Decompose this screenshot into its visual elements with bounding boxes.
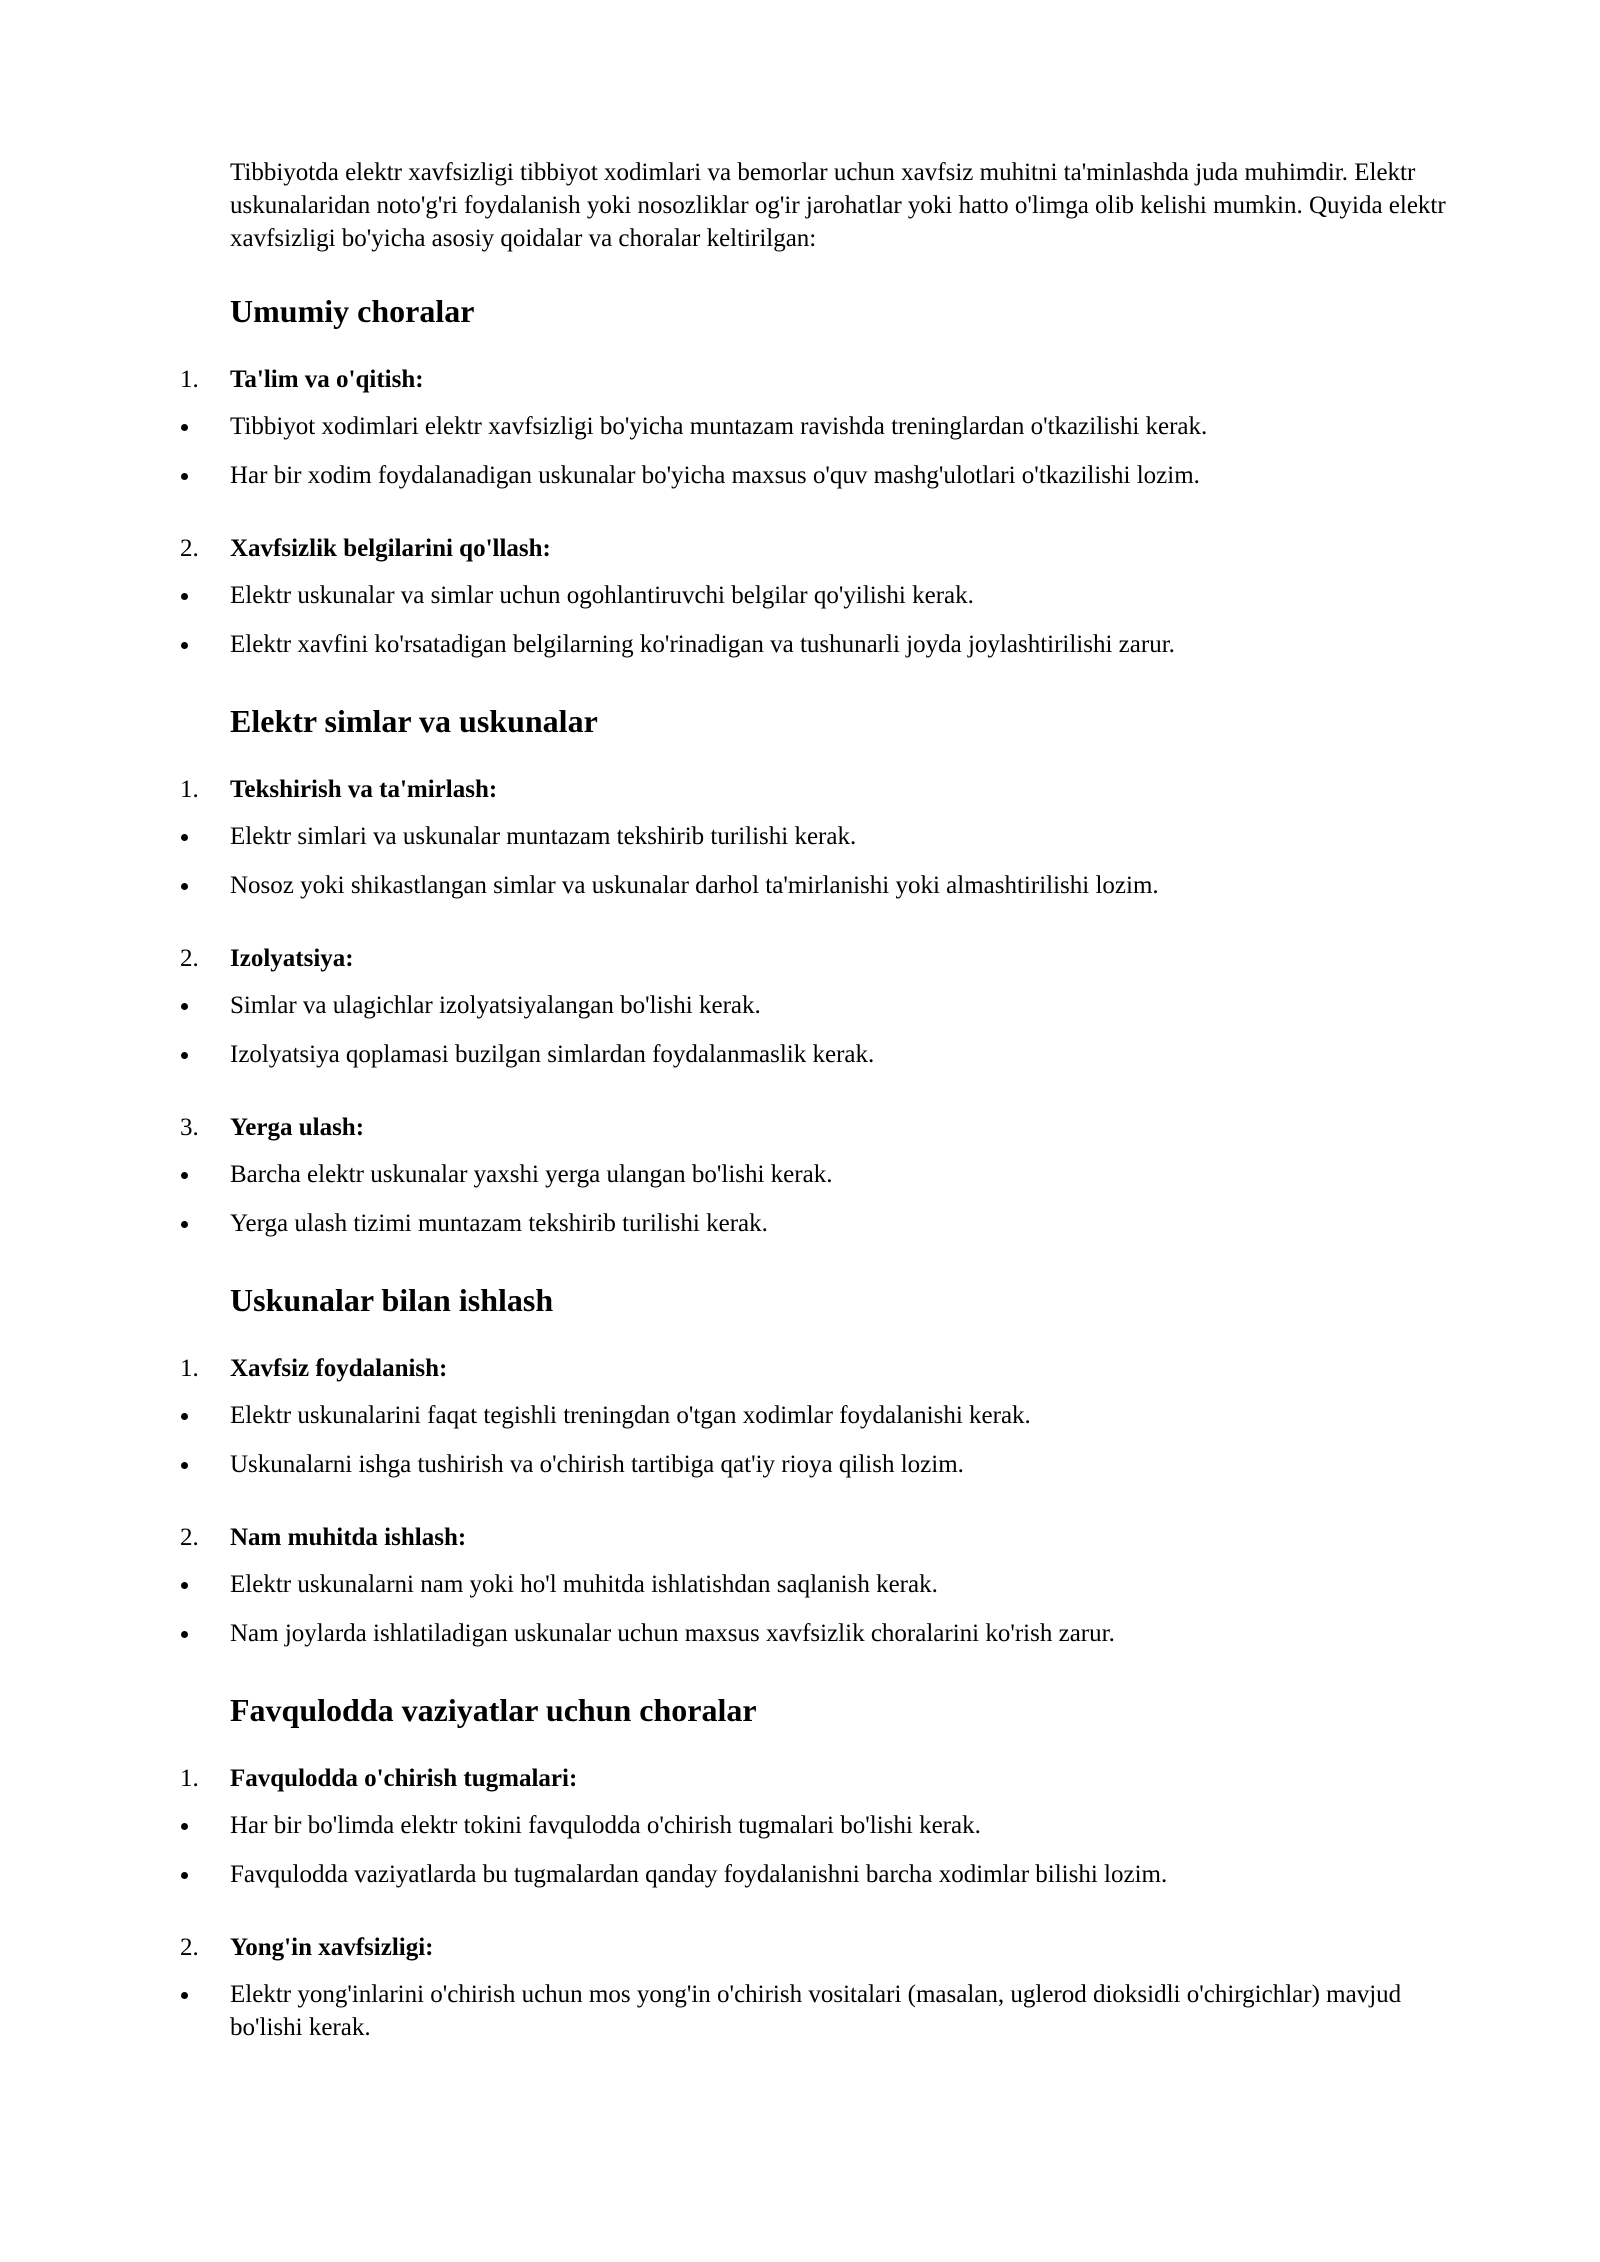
bullet-item: Elektr uskunalarni nam yoki ho'l muhitda ishlatishdan saqlanish kerak. [230, 1568, 1470, 1601]
numbered-item-title [180, 1352, 1600, 1385]
numbered-group [0, 942, 1600, 1071]
list-number: 1. [180, 1355, 199, 1382]
numbered-item-title [180, 942, 1600, 975]
bullet-item: Har bir xodim foydalanadigan uskunalar bo'yicha maxsus o'quv mashg'ulotlari o'tkazilishi lozim. [230, 459, 1470, 492]
list-number: 3. [180, 1114, 199, 1141]
section-heading: Uskunalar bilan ishlash [230, 1282, 554, 1318]
bullet-item: Uskunalarni ishga tushirish va o'chirish tartibiga qat'iy rioya qilish lozim. [230, 1448, 1470, 1481]
section [0, 1280, 1600, 1650]
bullet-item: Elektr yong'inlarini o'chirish uchun mos yong'in o'chirish vositalari (masalan, uglerod dioksidli o'chirgichlar) mavjud bo'lishi kerak. [230, 1978, 1470, 2044]
section-heading: Elektr simlar va uskunalar [230, 703, 598, 739]
list-number: 2. [180, 945, 199, 972]
list-number: 1. [180, 776, 199, 803]
section [0, 701, 1600, 1240]
numbered-item-label: Yong'in xavfsizligi: [230, 1934, 434, 1961]
section-heading: Favqulodda vaziyatlar uchun choralar [230, 1692, 757, 1728]
bullet-item: Elektr simlari va uskunalar muntazam tekshirib turilishi kerak. [230, 820, 1470, 853]
sections-container [0, 291, 1600, 2044]
bullet-item: Nosoz yoki shikastlangan simlar va uskunalar darhol ta'mirlanishi yoki almashtirilishi lozim. [230, 869, 1470, 902]
bullet-item: Tibbiyot xodimlari elektr xavfsizligi bo'yicha muntazam ravishda treninglardan o'tkazilishi kerak. [230, 410, 1470, 443]
section-heading: Umumiy choralar [230, 293, 475, 329]
list-number: 2. [180, 1524, 199, 1551]
bullet-item: Favqulodda vaziyatlarda bu tugmalardan qanday foydalanishni barcha xodimlar bilishi lozim. [230, 1858, 1470, 1891]
bullet-item: Elektr uskunalar va simlar uchun ogohlantiruvchi belgilar qo'yilishi kerak. [230, 579, 1470, 612]
document-page [0, 156, 1600, 2044]
numbered-item-title [180, 363, 1600, 396]
numbered-item-label: Favqulodda o'chirish tugmalari: [230, 1765, 578, 1792]
numbered-group [0, 1931, 1600, 2044]
numbered-item-title [180, 1931, 1600, 1964]
list-number: 1. [180, 366, 199, 393]
bullet-item: Nam joylarda ishlatiladigan uskunalar uchun maxsus xavfsizlik choralarini ko'rish zarur. [230, 1617, 1470, 1650]
numbered-group [0, 773, 1600, 902]
list-number: 1. [180, 1765, 199, 1792]
numbered-group [0, 1521, 1600, 1650]
intro-paragraph: Tibbiyotda elektr xavfsizligi tibbiyot xodimlari va bemorlar uchun xavfsiz muhitni ta'minlashda juda muhimdir. Elektr uskunalaridan noto'g'ri foydalanish yoki nosozliklar og'ir jarohatlar yoki hatto o'limga olib kelishi mumkin. Quyida elektr xavfsizligi bo'yicha asosiy qoidalar va choralar keltirilgan: [230, 159, 1446, 252]
bullet-item: Yerga ulash tizimi muntazam tekshirib turilishi kerak. [230, 1207, 1470, 1240]
list-number: 2. [180, 535, 199, 562]
numbered-item-label: Ta'lim va o'qitish: [230, 366, 424, 393]
numbered-item-title [180, 532, 1600, 565]
bullet-item: Izolyatsiya qoplamasi buzilgan simlardan foydalanmaslik kerak. [230, 1038, 1470, 1071]
numbered-item-label: Nam muhitda ishlash: [230, 1524, 467, 1551]
bullet-item: Simlar va ulagichlar izolyatsiyalangan bo'lishi kerak. [230, 989, 1470, 1022]
numbered-group [0, 1352, 1600, 1481]
bullet-item: Elektr uskunalarini faqat tegishli treningdan o'tgan xodimlar foydalanishi kerak. [230, 1399, 1470, 1432]
numbered-item-title [180, 1762, 1600, 1795]
numbered-item-label: Tekshirish va ta'mirlash: [230, 776, 498, 803]
numbered-item-title [180, 773, 1600, 806]
numbered-group [0, 1762, 1600, 1891]
numbered-item-label: Yerga ulash: [230, 1114, 365, 1141]
bullet-item: Har bir bo'limda elektr tokini favqulodda o'chirish tugmalari bo'lishi kerak. [230, 1809, 1470, 1842]
numbered-group [0, 532, 1600, 661]
numbered-item-title [180, 1521, 1600, 1554]
section [0, 291, 1600, 661]
bullet-item: Elektr xavfini ko'rsatadigan belgilarning ko'rinadigan va tushunarli joyda joylashtirilishi zarur. [230, 628, 1470, 661]
numbered-group [0, 1111, 1600, 1240]
numbered-item-label: Izolyatsiya: [230, 945, 354, 972]
numbered-item-label: Xavfsizlik belgilarini qo'llash: [230, 535, 551, 562]
numbered-item-label: Xavfsiz foydalanish: [230, 1355, 448, 1382]
bullet-item: Barcha elektr uskunalar yaxshi yerga ulangan bo'lishi kerak. [230, 1158, 1470, 1191]
section [0, 1690, 1600, 2044]
numbered-item-title [180, 1111, 1600, 1144]
numbered-group [0, 363, 1600, 492]
list-number: 2. [180, 1934, 199, 1961]
